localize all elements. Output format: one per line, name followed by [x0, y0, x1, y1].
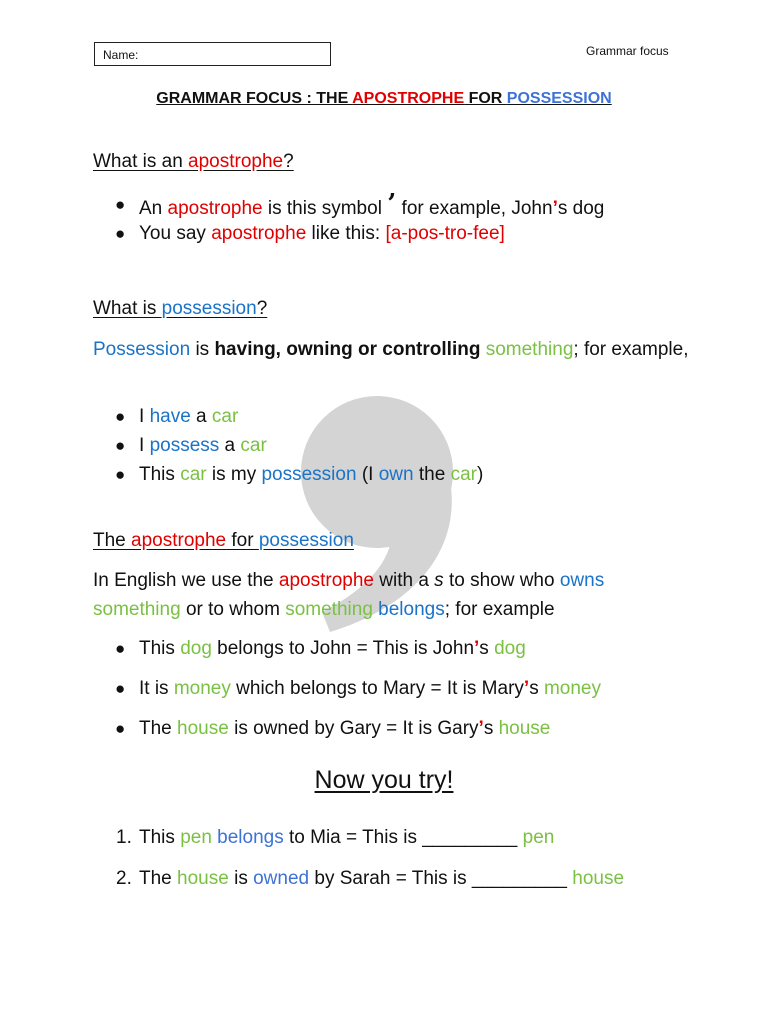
possession-bullet-list: [115, 402, 484, 489]
text: (I: [356, 464, 379, 485]
text: This: [139, 638, 181, 659]
pronunciation: [a-pos-tro-fee]: [385, 223, 505, 244]
text: is: [190, 339, 215, 360]
keyword-something: something: [485, 339, 574, 360]
apostrophe-mark: ’: [523, 678, 530, 699]
list-item: [115, 431, 483, 460]
keyword-object: pen: [180, 827, 212, 848]
name-field[interactable]: [94, 42, 331, 66]
bold-text: having, owning or controlling: [214, 339, 481, 360]
text: s: [483, 718, 499, 739]
bullet-icon: ●: [115, 639, 126, 658]
keyword-object: dog: [494, 638, 526, 659]
example-bullet-list: [115, 634, 601, 743]
bullet-icon: ●: [115, 465, 126, 484]
keyword-verb: belongs: [378, 599, 445, 620]
exercise-heading: Now you try!: [314, 766, 454, 794]
keyword-something: something: [93, 599, 181, 620]
text: ; for example: [444, 599, 555, 620]
bullet-icon: ●: [115, 679, 126, 698]
keyword-object: house: [177, 868, 229, 889]
keyword-verb: possess: [149, 435, 220, 456]
answer-blank[interactable]: by Sarah = This is _________: [309, 868, 573, 889]
text: a: [219, 435, 241, 456]
list-item: [115, 219, 604, 248]
apostrophe-mark: ’: [474, 638, 480, 659]
keyword-object: pen: [522, 827, 555, 848]
exercise-item: [116, 823, 624, 852]
text: I: [139, 435, 150, 456]
bullet-icon: ●: [115, 407, 126, 426]
keyword-object: house: [498, 718, 551, 739]
heading-text: The: [93, 530, 132, 551]
text: You say: [139, 223, 212, 244]
list-item: [115, 634, 601, 663]
item-number: 1.: [116, 827, 132, 848]
italic-s: s: [434, 570, 444, 591]
apostrophe-usage-paragraph: [93, 566, 693, 624]
section-heading-possession: [93, 298, 267, 320]
keyword-possession: possession: [261, 464, 357, 485]
text: The: [139, 868, 178, 889]
text: is owned by Gary = It is Gary: [228, 718, 479, 739]
apostrophe-mark: ’: [478, 718, 484, 739]
doc-tag: Grammar focus: [586, 44, 669, 58]
keyword-verb: have: [149, 406, 191, 427]
list-item: [115, 402, 483, 431]
heading-text: ?: [256, 298, 268, 319]
section-heading-apostrophe: [93, 151, 294, 173]
text: The: [139, 718, 178, 739]
text: a: [190, 406, 212, 427]
exercise-item: [116, 864, 625, 893]
keyword-apostrophe: apostrophe: [278, 570, 374, 591]
title-part2: FOR: [464, 90, 507, 107]
text: This: [139, 464, 181, 485]
keyword-apostrophe: apostrophe: [167, 198, 263, 219]
text: or to whom: [180, 599, 286, 620]
page-title: [0, 90, 768, 108]
keyword-verb: owns: [559, 570, 605, 591]
text: ): [476, 464, 484, 485]
keyword-something: something: [285, 599, 373, 620]
text: This: [139, 827, 181, 848]
keyword-object: car: [450, 464, 477, 485]
keyword-object: house: [572, 868, 625, 889]
text: In English we use the: [93, 570, 279, 591]
section-heading-apostrophe-for-possession: [93, 530, 354, 552]
bullet-icon: ●: [115, 195, 126, 214]
keyword-possession: Possession: [93, 339, 191, 360]
keyword-verb: owned: [253, 868, 310, 889]
title-part1: GRAMMAR FOCUS : THE: [156, 90, 353, 107]
heading-keyword: possession: [161, 298, 257, 319]
name-label: Name:: [103, 48, 139, 62]
text: for example, John: [396, 198, 553, 219]
keyword-object: house: [177, 718, 229, 739]
keyword-object: dog: [180, 638, 212, 659]
text: the: [413, 464, 451, 485]
heading-keyword: possession: [258, 530, 354, 551]
keyword-object: car: [180, 464, 207, 485]
keyword-object: car: [240, 435, 267, 456]
item-number: 2.: [116, 868, 132, 889]
list-item: [115, 189, 605, 219]
text: with a: [373, 570, 435, 591]
heading-keyword: apostrophe: [131, 530, 227, 551]
heading-text: What is: [93, 298, 162, 319]
bullet-icon: ●: [115, 719, 126, 738]
text: to show who: [443, 570, 560, 591]
text: like this:: [306, 223, 386, 244]
list-item: [115, 674, 601, 703]
title-possession: POSSESSION: [506, 90, 612, 107]
text: which belongs to Mary = It is Mary: [230, 678, 524, 699]
heading-keyword: apostrophe: [188, 151, 284, 172]
text: ; for example,: [573, 339, 689, 360]
text: It is: [139, 678, 174, 699]
title-apostrophe: APOSTROPHE: [352, 90, 465, 107]
text: is my: [206, 464, 262, 485]
list-item: [115, 460, 484, 489]
text: An: [139, 198, 168, 219]
possession-definition: [93, 335, 693, 364]
answer-blank[interactable]: to Mia = This is _________: [283, 827, 523, 848]
bullet-icon: ●: [115, 436, 126, 455]
heading-text: What is an: [93, 151, 189, 172]
text: is: [228, 868, 254, 889]
keyword-object: money: [173, 678, 231, 699]
keyword-verb: own: [378, 464, 414, 485]
text: belongs to John = This is John: [211, 638, 475, 659]
keyword-object: car: [211, 406, 239, 427]
text: s: [529, 678, 544, 699]
heading-text: for: [226, 530, 259, 551]
apostrophe-mark: ’: [552, 198, 558, 219]
keyword-object: money: [543, 678, 601, 699]
heading-text: ?: [283, 151, 294, 172]
text: is this symbol: [262, 198, 388, 219]
list-item: [115, 714, 601, 743]
apostrophe-bullet-list: [115, 189, 605, 248]
text: s: [479, 638, 495, 659]
exercise-list: [116, 823, 625, 893]
apostrophe-symbol: ’: [387, 189, 397, 219]
text: s dog: [557, 198, 605, 219]
keyword-apostrophe: apostrophe: [211, 223, 307, 244]
keyword-verb: belongs: [217, 827, 284, 848]
text: I: [139, 406, 150, 427]
bullet-icon: ●: [115, 224, 126, 243]
